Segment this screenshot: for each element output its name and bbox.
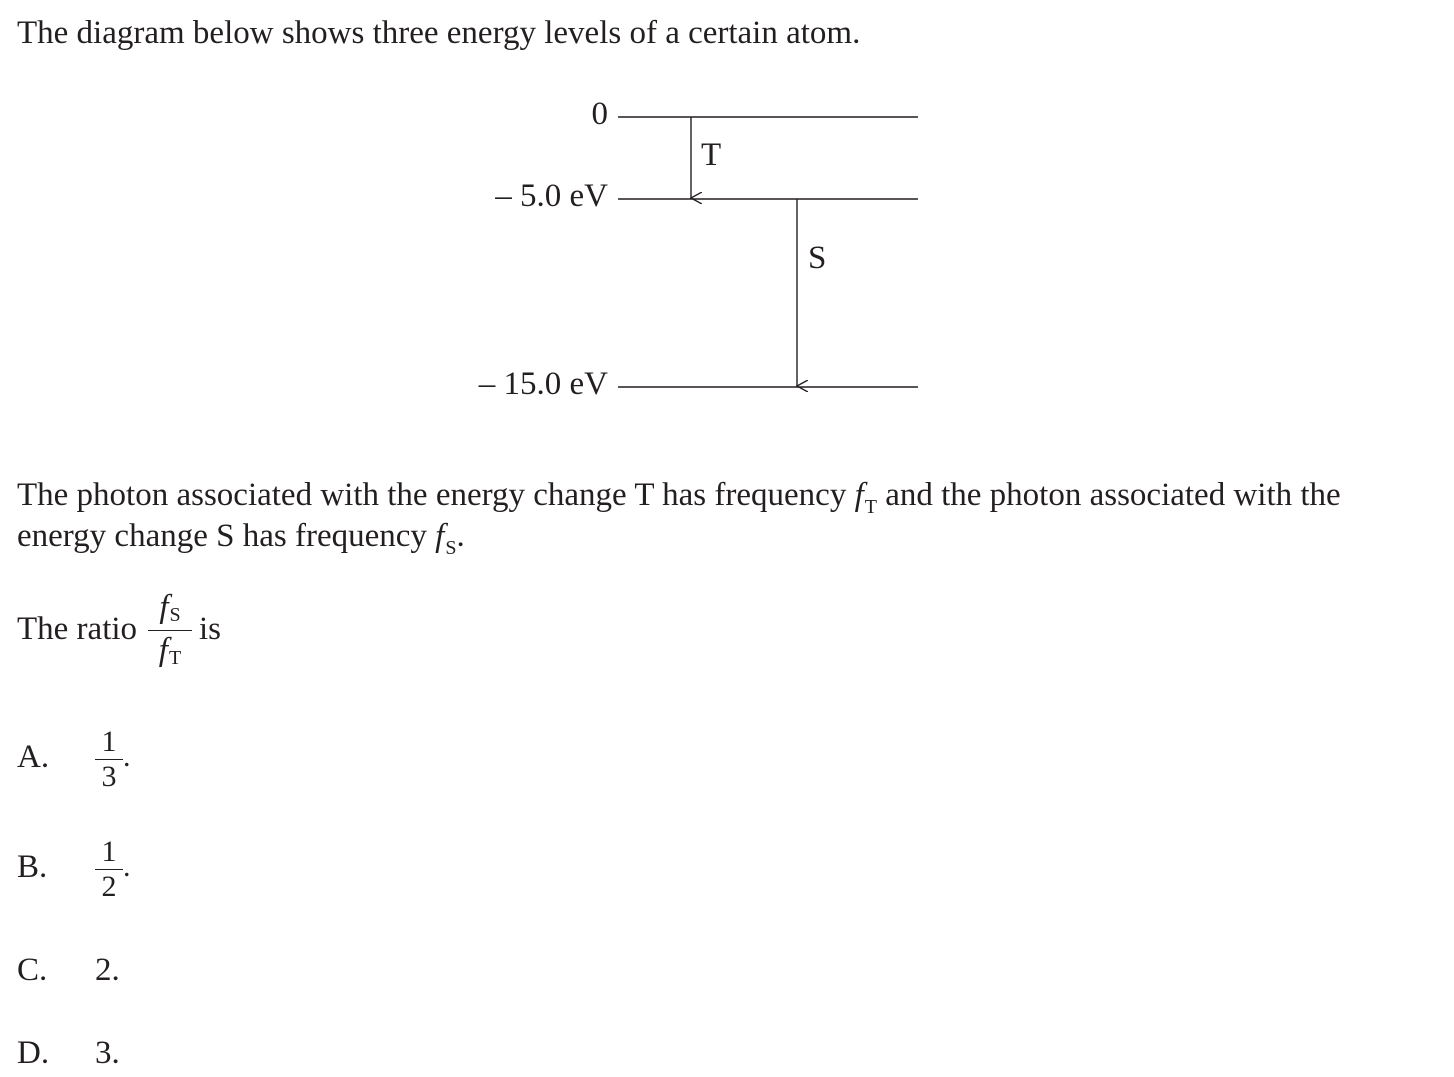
frequency-symbol: f — [854, 477, 864, 513]
option-C-letter: C. — [17, 952, 48, 988]
option-B-fraction: 1 2 — [95, 837, 123, 902]
frequency-symbol: f — [435, 518, 445, 554]
fraction-bar — [148, 630, 192, 631]
option-D-value: 3. — [95, 1035, 120, 1071]
paragraph-text: and the photon associated with the — [876, 477, 1341, 513]
transition-T-label: T — [701, 137, 722, 173]
question-prefix: The ratio — [17, 611, 138, 647]
option-B-letter: B. — [17, 849, 48, 885]
option-A-fraction: 1 3 — [95, 727, 123, 792]
transition-S-label: S — [808, 240, 827, 276]
option-A-letter: A. — [17, 739, 50, 775]
paragraph-line-1 — [17, 475, 1341, 519]
option-C-value: 2. — [95, 952, 120, 988]
paragraph-text: . — [456, 518, 465, 554]
energy-level-0-label: 0 — [591, 96, 608, 132]
question-suffix: is — [199, 611, 222, 647]
energy-level-minus15-label: – 15.0 eV — [478, 366, 608, 402]
paragraph-text: The photon associated with the energy change T has frequency — [17, 477, 855, 513]
paragraph-text: energy change S has frequency — [17, 518, 436, 554]
option-D-letter: D. — [17, 1035, 50, 1071]
ratio-fraction — [148, 590, 192, 671]
energy-level-minus5-label: – 5.0 eV — [495, 178, 608, 214]
intro-text: The diagram below shows three energy levels of a certain atom. — [17, 15, 861, 51]
paragraph-line-2 — [17, 516, 465, 560]
ratio-numerator: fS — [159, 589, 181, 626]
ratio-denominator: fT — [158, 632, 182, 669]
subscript-S: S — [445, 537, 457, 559]
subscript-T: T — [864, 496, 877, 518]
